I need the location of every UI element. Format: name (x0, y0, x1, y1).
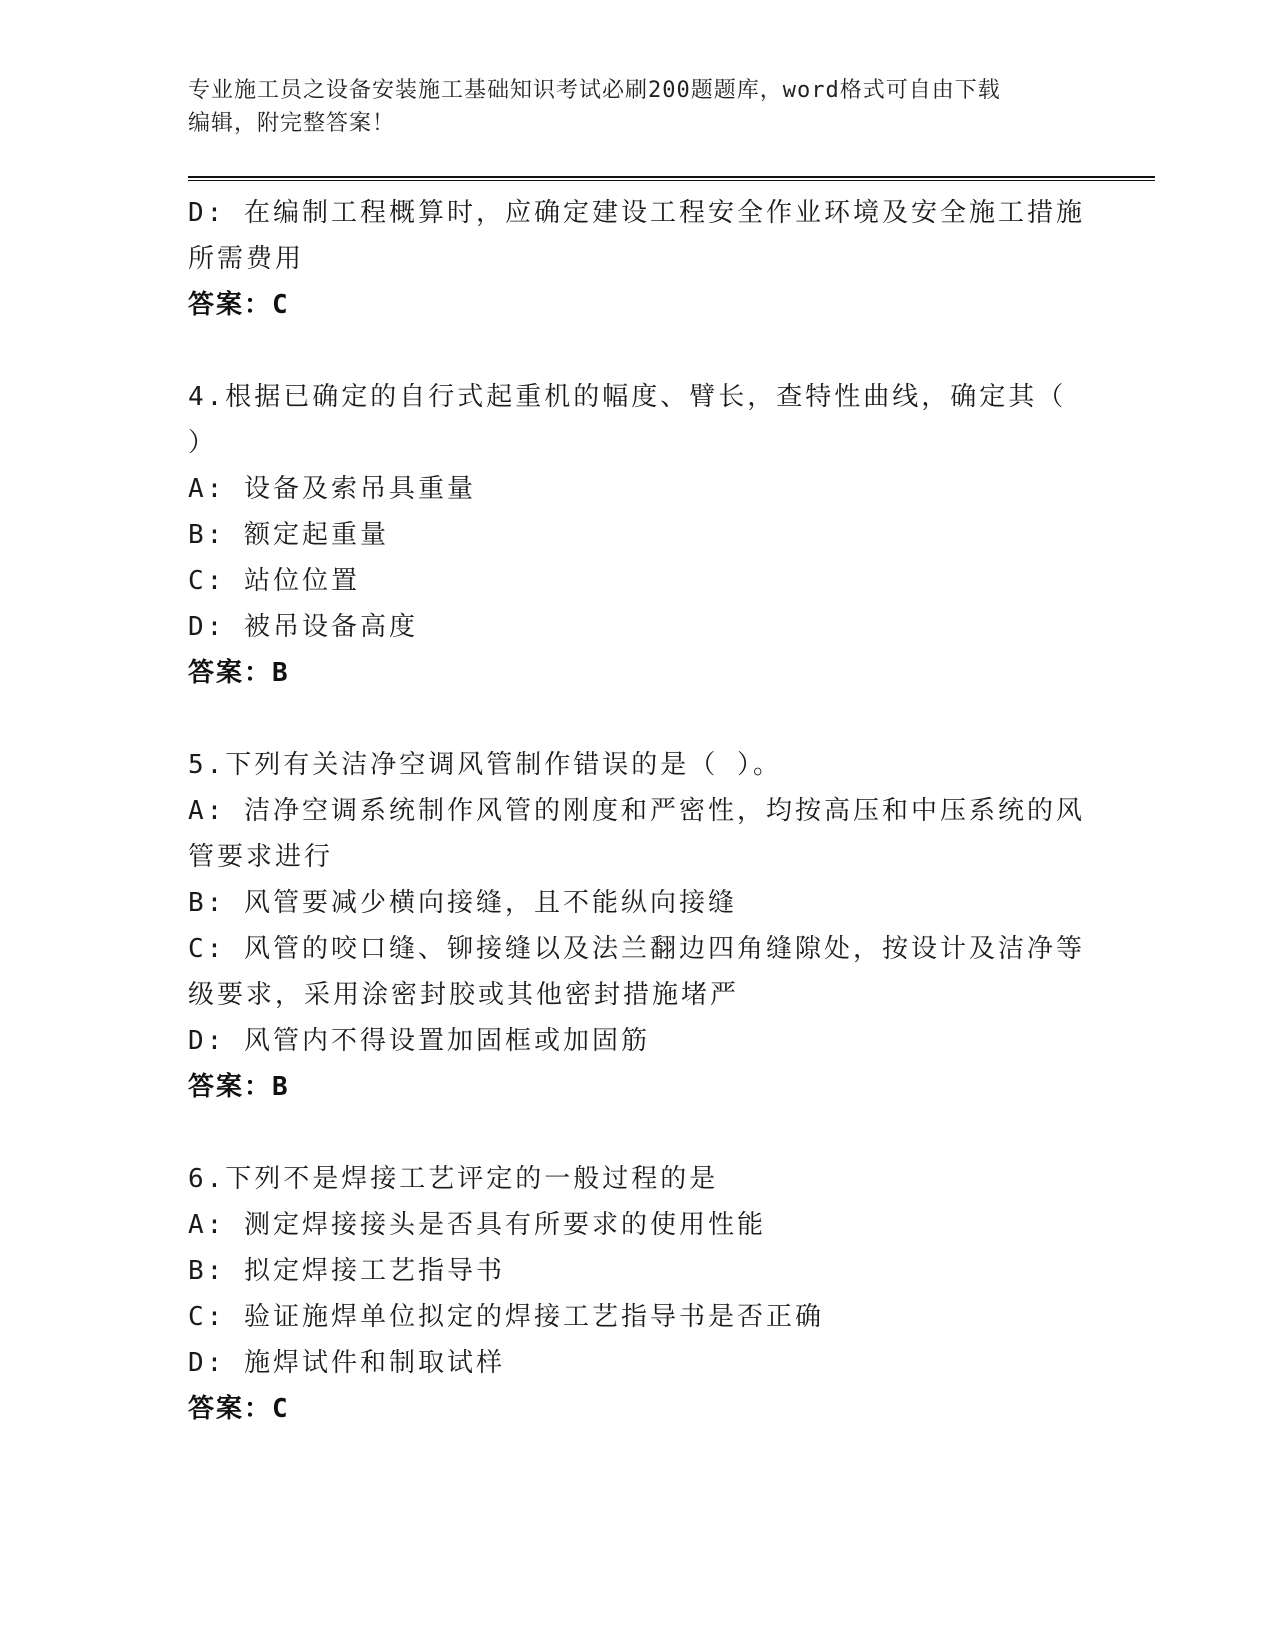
option-c: C: 风管的咬口缝、铆接缝以及法兰翻边四角缝隙处，按设计及洁净等 (188, 934, 1085, 964)
question-list (188, 190, 1085, 1432)
question-stem-cont: ） (188, 428, 218, 458)
option-a: A: 设备及索吊具重量 (188, 474, 476, 504)
question-4 (188, 374, 1068, 696)
option-d: D: 施焊试件和制取试样 (188, 1348, 505, 1378)
option-b: B: 额定起重量 (188, 520, 389, 550)
option-c-cont: 级要求，采用涂密封胶或其他密封措施堵严 (188, 980, 740, 1010)
header-title-line-1: 专业施工员之设备安装施工基础知识考试必刷200题题库，word格式可自由下载 (188, 78, 1001, 103)
question-6 (188, 1156, 1068, 1432)
option-a: A: 洁净空调系统制作风管的刚度和严密性，均按高压和中压系统的风 (188, 796, 1085, 826)
option-a-cont: 管要求进行 (188, 842, 334, 872)
question-5 (188, 742, 1085, 1110)
header-title-line-2: 编辑，附完整答案！ (188, 111, 396, 136)
answer-label: 答案：B (188, 658, 290, 688)
option-b: B: 风管要减少横向接缝，且不能纵向接缝 (188, 888, 737, 918)
option-d: D: 被吊设备高度 (188, 612, 418, 642)
question-stem: 5.下列有关洁净空调风管制作错误的是（ ）。 (188, 750, 782, 780)
option-c: C: 验证施焊单位拟定的焊接工艺指导书是否正确 (188, 1302, 824, 1332)
document-header (188, 74, 1068, 140)
answer-label: 答案：B (188, 1072, 290, 1102)
question-stem: 6.下列不是焊接工艺评定的一般过程的是 (188, 1164, 719, 1194)
question-3-tail (188, 190, 1085, 328)
answer-label: 答案：C (188, 1394, 290, 1424)
option-c: C: 站位位置 (188, 566, 360, 596)
option-d-line: D: 在编制工程概算时，应确定建设工程安全作业环境及安全施工措施 (188, 198, 1085, 228)
option-b: B: 拟定焊接工艺指导书 (188, 1256, 505, 1286)
option-d-line-cont: 所需费用 (188, 244, 305, 274)
header-divider (188, 176, 1155, 182)
option-d: D: 风管内不得设置加固框或加固筋 (188, 1026, 650, 1056)
question-stem: 4.根据已确定的自行式起重机的幅度、臂长，查特性曲线，确定其（ (188, 382, 1067, 412)
answer-label: 答案：C (188, 290, 290, 320)
option-a: A: 测定焊接接头是否具有所要求的使用性能 (188, 1210, 766, 1240)
